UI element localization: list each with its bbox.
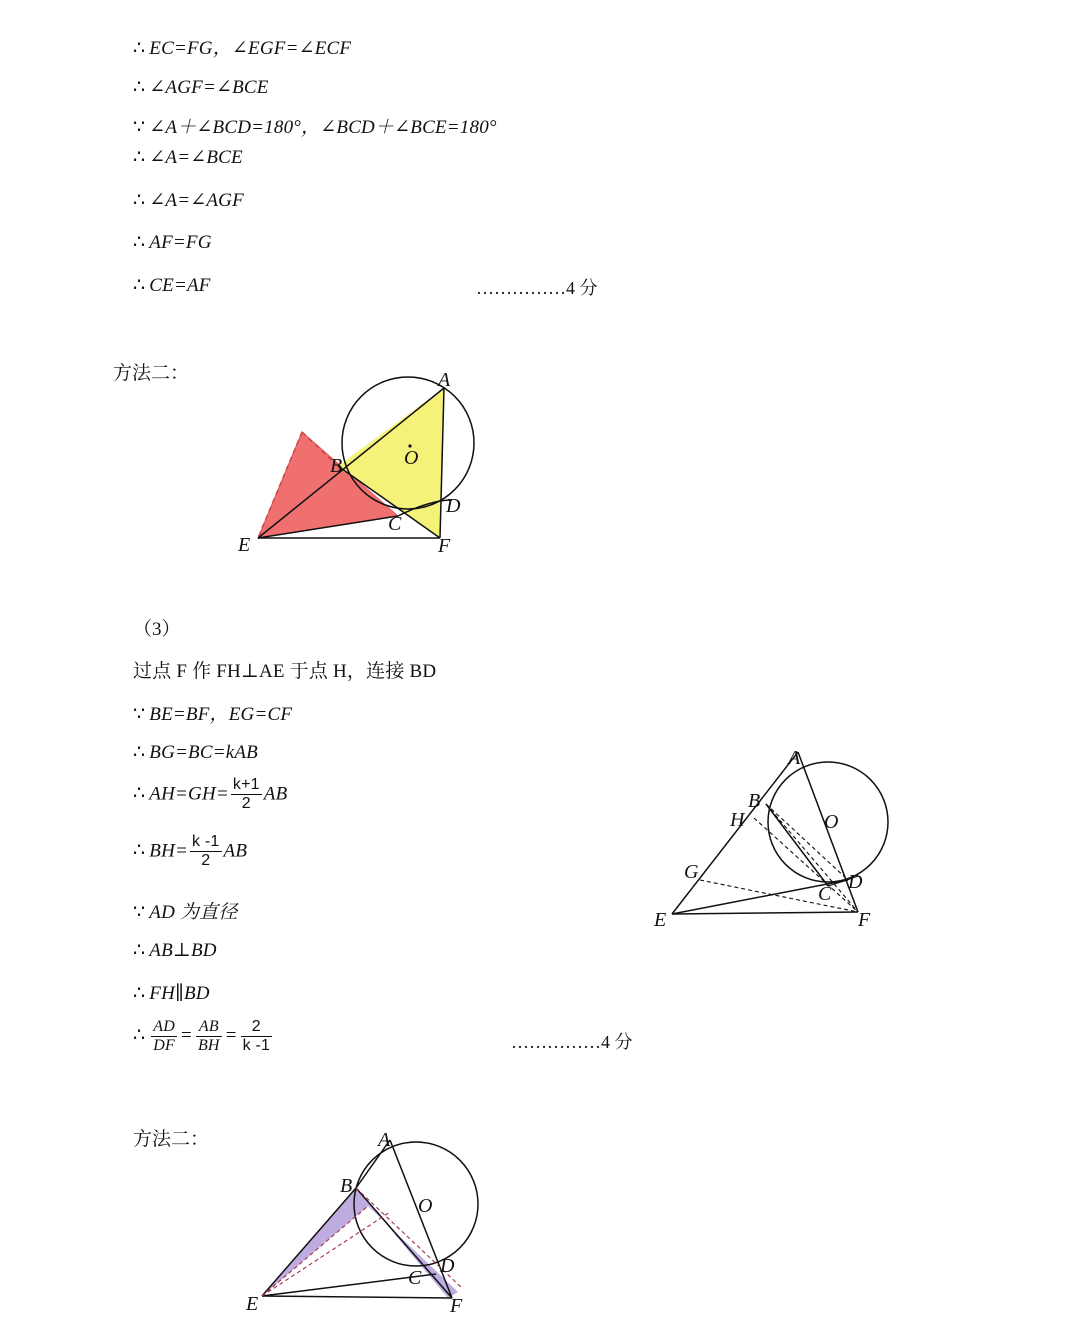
proof-line-2: ∴ ∠AGF=∠BCE (133, 77, 269, 98)
therefore-symbol: ∴ (133, 742, 146, 763)
label-D: D (440, 1255, 455, 1277)
part3-line-2: ∴ BG=BC=kAB (133, 742, 258, 763)
label-F: F (450, 1295, 463, 1317)
therefore-symbol: ∴ (133, 983, 146, 1004)
label-B: B (330, 455, 343, 477)
label-E: E (238, 534, 251, 556)
therefore-symbol: ∴ (133, 1025, 146, 1047)
fraction-ad-over-df: $\frac{AD}{DF}$ (153, 1018, 176, 1055)
label-O: O (824, 811, 839, 833)
label-C: C (388, 513, 402, 535)
part3-line-3: ∴ AH=GH= $\frac{k+1}{2}$ AB (133, 776, 288, 813)
part3-line-6: ∴ AB⊥BD (133, 940, 217, 961)
label-G: G (684, 861, 699, 883)
figure-part2-method2 (230, 368, 530, 568)
method2-title-part2: 方法二： (113, 363, 190, 384)
therefore-symbol: ∴ (133, 147, 146, 168)
proof-line-7: ∴ CE=AF (133, 275, 211, 296)
figure-part3 (648, 740, 908, 940)
label-F: F (438, 535, 451, 557)
because-symbol: ∵ (133, 117, 146, 138)
method2-title-part3: 方法二： (133, 1129, 210, 1150)
part3-line-5: ∵ AD 为直径 (133, 902, 238, 923)
part3-heading: （3） (133, 619, 181, 640)
label-B: B (340, 1175, 353, 1197)
therefore-symbol: ∴ (133, 232, 146, 253)
label-E: E (246, 1293, 259, 1315)
score-part2: ……………4 分 (476, 278, 598, 298)
fraction-k-minus-1-over-2: $\frac{k -1}{2}$ (192, 833, 220, 870)
therefore-symbol: ∴ (133, 275, 146, 296)
part3-line-1: ∵ BE=BF，EG=CF (133, 704, 293, 725)
therefore-symbol: ∴ (133, 38, 146, 59)
label-D: D (446, 495, 461, 517)
label-E: E (654, 909, 667, 931)
because-symbol: ∵ (133, 902, 146, 923)
label-A: A (378, 1129, 391, 1151)
part3-line-4: ∴ BH= $\frac{k -1}{2}$ AB (133, 833, 248, 870)
figure-part3-method2 (240, 1128, 500, 1323)
proof-line-3: ∵ ∠A＋∠BCD=180°，∠BCD＋∠BCE=180° (133, 117, 497, 138)
therefore-symbol: ∴ (133, 190, 146, 211)
label-A: A (788, 747, 801, 769)
therefore-symbol: ∴ (133, 783, 146, 805)
label-D: D (848, 871, 863, 893)
purple-shade-left (262, 1188, 368, 1296)
label-C: C (408, 1267, 422, 1289)
label-A: A (438, 369, 451, 391)
label-C: C (818, 883, 832, 905)
therefore-symbol: ∴ (133, 840, 146, 862)
fraction-2-over-k-minus-1: $\frac{2}{k -1}$ (242, 1018, 271, 1055)
proof-line-4: ∴ ∠A=∠BCE (133, 147, 243, 168)
dashed-hf (754, 818, 858, 912)
proof-line-5: ∴ ∠A=∠AGF (133, 190, 244, 211)
therefore-symbol: ∴ (133, 77, 146, 98)
fraction-ab-over-bh: $\frac{AB}{BH}$ (197, 1018, 220, 1055)
label-O: O (404, 447, 419, 469)
score-part3: ……………4 分 (511, 1032, 633, 1052)
part3-intro: 过点 F 作 FH⊥AE 于点 H，连接 BD (133, 661, 437, 682)
part3-line-7: ∴ FH∥BD (133, 983, 210, 1004)
label-H: H (730, 809, 745, 831)
because-symbol: ∵ (133, 704, 146, 725)
proof-line-6: ∴ AF=FG (133, 232, 212, 253)
part3-line-8: ∴ $\frac{AD}{DF}$ = $\frac{AB}{BH}$ = $\frac{2}{k -1}$ (133, 1018, 271, 1055)
proof-line-1: ∴ EC=FG，∠EGF=∠ECF (133, 38, 352, 59)
label-B: B (748, 790, 761, 812)
label-F: F (858, 909, 871, 931)
label-O: O (418, 1195, 433, 1217)
therefore-symbol: ∴ (133, 940, 146, 961)
fraction-k-plus-1-over-2: $\frac{k+1}{2}$ (232, 776, 260, 813)
